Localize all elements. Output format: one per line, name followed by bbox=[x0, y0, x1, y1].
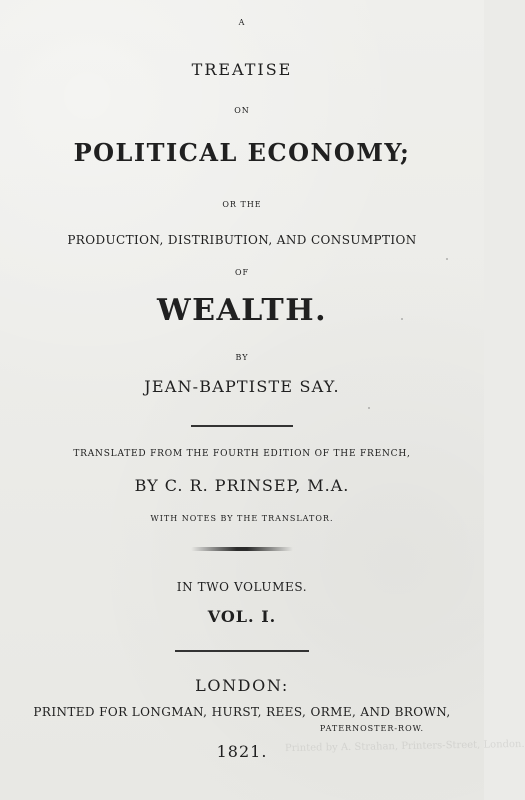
subtitle-line: PRODUCTION, DISTRIBUTION, AND CONSUMPTION bbox=[67, 233, 417, 247]
author-line: JEAN-BAPTISTE SAY. bbox=[144, 377, 340, 396]
translator-line: BY C. R. PRINSEP, M.A. bbox=[134, 476, 350, 495]
by-line: BY bbox=[235, 353, 249, 362]
paper-spot bbox=[446, 258, 448, 260]
paper-spot bbox=[401, 318, 403, 320]
on-line: ON bbox=[234, 106, 250, 115]
or-the-line: OR THE bbox=[222, 200, 262, 209]
ornamental-rule-top bbox=[191, 425, 293, 427]
volume-line: VOL. I. bbox=[207, 607, 277, 626]
publisher-line: PRINTED FOR LONGMAN, HURST, REES, ORME, AND BROWN, bbox=[33, 705, 451, 719]
paper-spot bbox=[368, 407, 370, 409]
ornamental-rule-middle bbox=[191, 547, 293, 551]
volumes-line: IN TWO VOLUMES. bbox=[176, 580, 308, 594]
address-line: PATERNOSTER-ROW. bbox=[319, 724, 424, 733]
main-title: POLITICAL ECONOMY; bbox=[73, 138, 411, 167]
wealth-title: WEALTH. bbox=[156, 293, 328, 328]
city-line: LONDON: bbox=[195, 676, 289, 695]
article-line: A bbox=[238, 18, 246, 27]
of-line: OF bbox=[234, 268, 250, 277]
show-through-text: Printed by A. Strahan, Printers-Street, London. bbox=[284, 738, 525, 755]
date-line: 1821. bbox=[216, 742, 268, 761]
ornamental-rule-bottom bbox=[175, 650, 309, 652]
treatise-line: TREATISE bbox=[191, 60, 293, 79]
notes-line: WITH NOTES BY THE TRANSLATOR. bbox=[150, 514, 334, 523]
translation-line: TRANSLATED FROM THE FOURTH EDITION OF THE FRENCH, bbox=[73, 449, 411, 459]
